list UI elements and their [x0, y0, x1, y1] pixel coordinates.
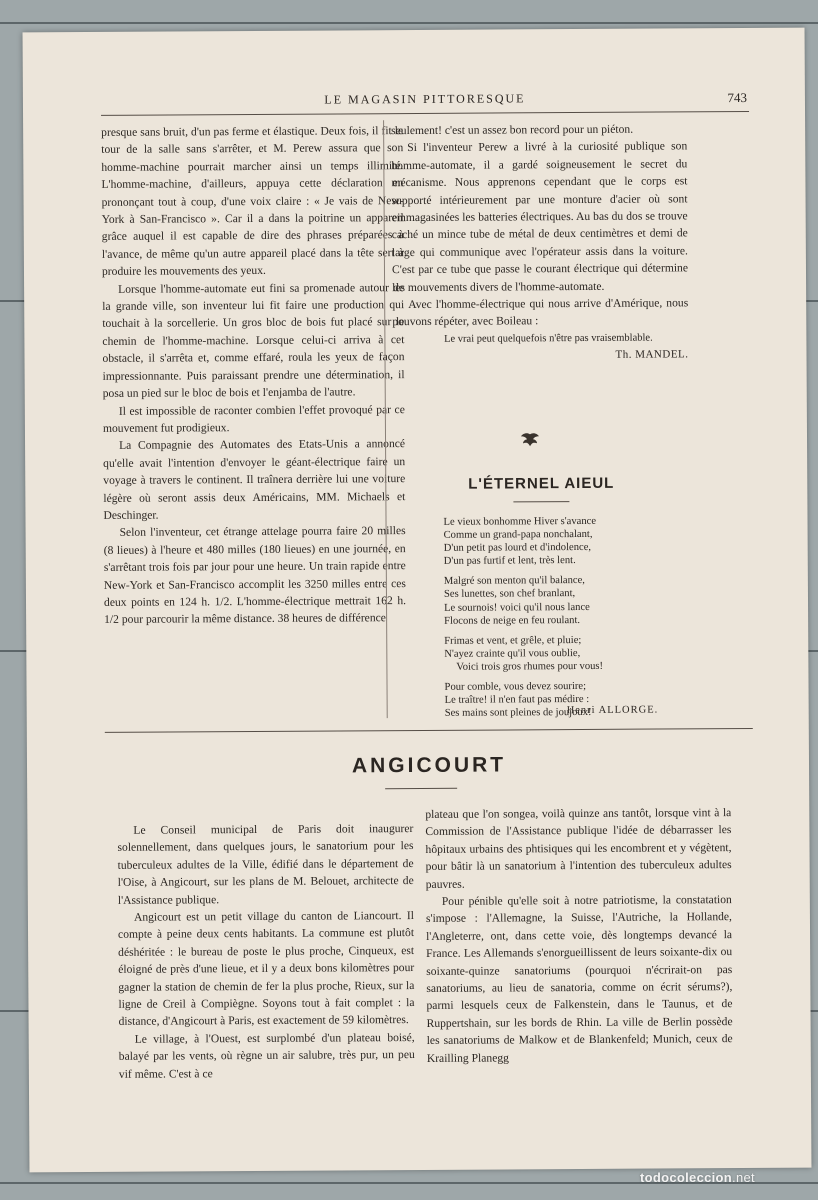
article-title-rule — [385, 788, 457, 789]
paragraph: plateau que l'on songea, voilà quinze ans tantôt, lorsque vint à la Commission de l'Assistance publique l'idée de débarrasser les hôpitaux urbains des phtisiques qui les encombrent et y végètent, pour bâtir là un sanatorium à l'intention des tuberculeux adultes pauvres. — [425, 806, 732, 891]
poem-signature: Henri ALLORGE. — [566, 704, 659, 717]
poem-line: Pour comble, vous devez sourire; — [444, 681, 587, 693]
watermark-brand: todocoleccion — [640, 1170, 733, 1185]
poem-line: Voici trois gros rhumes pour vous! — [456, 660, 604, 673]
header-rule — [101, 111, 749, 116]
page-header — [103, 90, 747, 112]
poem-stanza — [444, 574, 654, 628]
paragraph: seulement! c'est un assez bon record pour un piéton. — [391, 122, 634, 138]
right-column-top — [391, 120, 688, 365]
boileau-quote: Le vrai peut quelquefois n'être pas vraisemblable. — [444, 332, 653, 345]
poem-line: Le traître! il n'en faut pas médire : — [444, 694, 590, 706]
poem-line: Ses mains sont pleines de joujoux! — [444, 707, 592, 720]
poem-line: Le sournois! voici qu'il nous lance — [444, 601, 590, 614]
poem-line: N'ayez crainte qu'il vous oublie, — [444, 647, 581, 660]
paragraph: Il est impossible de raconter combien l'effet provoqué par ce mouvement fut prodigieux. — [102, 402, 405, 435]
paragraph: Angicourt est un petit village du canton de Liancourt. Il compte à peine deux cents habitants. La commune est plutôt déshéritée : le bureau de poste le plus proche, Cinqueux, est éloigné de près d'une lieue, et il y a deux bons kilomètres pour gagner la station de chemin de fer la plus proche, Rieux, sur la ligne de Creil à Compiègne. Soyons tout à fait complet : la distance, d'Angicourt à Paris, est exactement de 59 kilomètres. — [117, 909, 415, 1029]
article-right-column — [425, 804, 733, 1067]
paragraph: presque sans bruit, d'un pas ferme et élastique. Deux fois, il fit le tour de la salle sans s'arrêter, et M. Perew assura que son homme-machine pourrait marcher ainsi un temps illimité. L'homme-machine, d'ailleurs, appuya cette déclaration en prononçant tout à coup, d'une voix claire : « Je vais de New-York à San-Francisco ». Car il a dans la poitrine un appareil grâce auquel il est capable de dire des phrases préparées à l'avance, de même qu'un autre appareil placé dans la tête sert à produire les mouvements des yeux. — [101, 124, 404, 279]
watermark-logo — [640, 1170, 755, 1185]
poem-title: L'ÉTERNEL AIEUL — [468, 474, 615, 493]
poem-line: Ses lunettes, son chef branlant, — [443, 588, 576, 601]
paragraph: Si l'inventeur Perew a livré à la curiosité publique son homme-automate, il a gardé soigneusement le secret du mécanisme. Nous apprenons cependant que le corps est supporté intérieurement par une monture d'acier où sont emmagasinées les batteries électriques. Au bas du dos se trouve caché un mince tube de métal de deux centimètres et demi de large qui communique avec l'opérateur assis dans la voiture. C'est par ce tube que passe le courant électrique qui détermine les mouvements divers de l'homme-automate. — [391, 139, 689, 294]
paragraph: Le Conseil municipal de Paris doit inaugurer solennellement, dans quelques jours, le sanatorium pour les tuberculeux adultes de la Ville, édifié dans le département de l'Oise, à Angicourt, sur les plans de M. Belouet, architecte de l'Assistance publique. — [117, 822, 414, 907]
left-column-top — [101, 122, 406, 629]
paragraph: Pour pénible qu'elle soit à notre patriotisme, la constatation s'impose : l'Allemagne, la Suisse, l'Autriche, la Hollande, l'Angleterre, ont, dans cette voie, dès longtemps devancé la France. Les Allemands s'enorgueillissent de leurs soixante-dix ou soixante-quinze sanatoriums (pourquoi n'écrirait-on pas sanatoriums, au lieu de sanatoria, comme on écrit sérums?), parmi lesquels ceux de Falkenstein, dans le Taunus, et de Ruppertshain, sur les bords de Rhin. La ville de Berlin possède les sanatoriums de Malkow et de Blankenfeld; Munich, ceux de Krailling Planegg — [425, 893, 733, 1065]
poem-line: Le vieux bonhomme Hiver s'avance — [443, 515, 597, 528]
poem-stanza — [444, 633, 654, 674]
article-signature: Th. MANDEL. — [615, 348, 689, 362]
poem-line: D'un petit pas lourd et d'indolence, — [443, 542, 592, 555]
paragraph: Avec l'homme-électrique qui nous arrive d'Amérique, nous pouvons répéter, avec Boileau : — [392, 296, 689, 329]
article-left-column — [117, 820, 415, 1083]
poem-title-rule — [513, 501, 569, 502]
poem-line: Flocons de neige en feu roulant. — [444, 614, 581, 627]
poem-line: Comme un grand-papa nonchalant, — [443, 529, 593, 541]
poem-stanza — [443, 515, 653, 569]
paragraph: Le village, à l'Ouest, est surplombé d'un plateau boisé, balayé par les vents, où règne un air salubre, très pur, un peu vif même. C'est à ce — [118, 1030, 415, 1081]
poem-line: D'un pas furtif et lent, très lent. — [443, 555, 576, 568]
paragraph: Selon l'inventeur, cet étrange attelage pourra faire 20 milles (8 lieues) à l'heure et 480 milles (180 lieues) en une journée, en s'arrêtant trois fois par jour pour une heure. Un train rapide entre New-York et San-Francisco accomplit les 3250 milles entre ces deux points en 124 h. 1/2. L'homme-électrique mettrait 162 h. 1/2 pour parcourir la même distance. 38 heures de différence — [103, 524, 407, 627]
watermark-suffix: .net — [732, 1170, 755, 1185]
poem-line: Frimas et vent, et grêle, et pluie; — [444, 634, 582, 647]
magazine-title: LE MAGASIN PITTORESQUE — [324, 91, 526, 107]
page-number: 743 — [727, 89, 747, 106]
paragraph: Lorsque l'homme-automate eut fini sa promenade autour de la grande ville, son inventeur lui fit faire une production qui touchait à la sorcellerie. Un gros bloc de bois fut placé sur le chemin de l'homme-machine. Lorsque celui-ci arriva à cet obstacle, il s'arrêta et, comme effaré, roula les yeux de façon impressionnante. Puis paraissant prendre une détermination, il posa un pied sur le bloc de bois et l'enjamba de l'autre. — [102, 280, 405, 401]
section-rule — [105, 728, 753, 733]
poem-line: Malgré son menton qu'il balance, — [443, 575, 585, 588]
paragraph: La Compagnie des Automates des Etats-Unis a annoncé qu'elle avait l'intention d'envoyer le géant-électrique faire un voyage à travers le continent. Il traînera derrière lui une voiture légère où seront assis deux Américains, MM. Michaels et Deschinger. — [103, 437, 406, 522]
ornament-icon — [517, 432, 543, 448]
article-title: ANGICOURT — [351, 753, 507, 778]
background-plank-line — [0, 22, 818, 24]
magazine-page — [23, 28, 812, 1173]
poem — [443, 515, 654, 728]
